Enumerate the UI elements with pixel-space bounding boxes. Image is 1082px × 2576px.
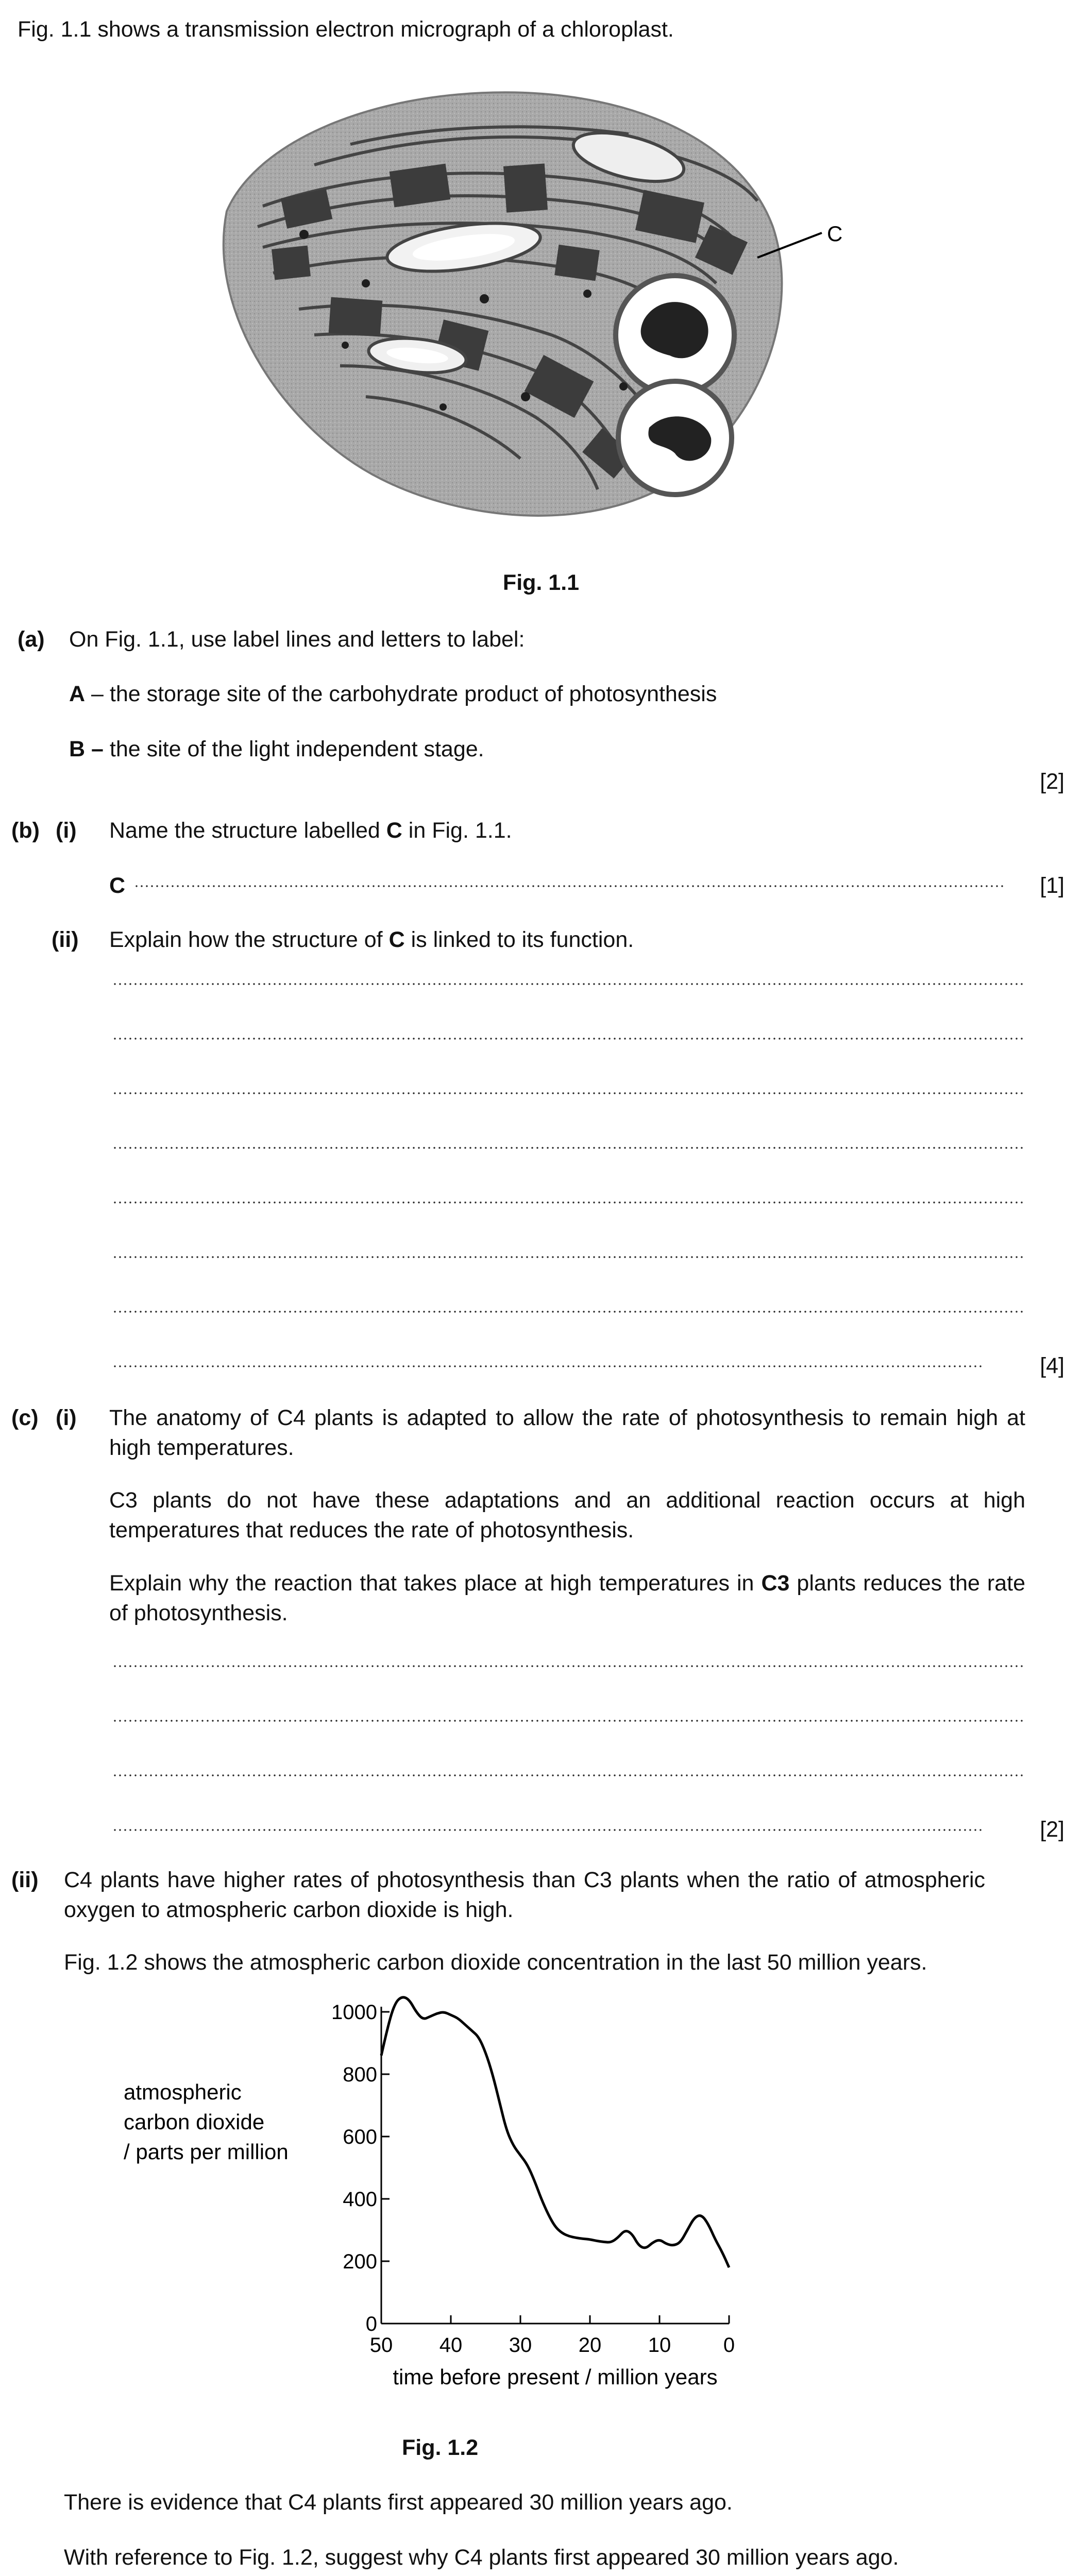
qb-ii-answer-line[interactable] [112,1256,1025,1258]
chloroplast-micrograph [196,77,876,531]
x-tick-label: 0 [723,2334,735,2357]
co2-chart [103,1989,773,2427]
qa-text: On Fig. 1.1, use label lines and letters to label: [69,627,525,652]
qc-i-number: (i) [56,1405,77,1430]
qc-i-para3: Explain why the reaction that takes place at high temperatures in C3 plants reduces the rate of photosynthesis. [109,1571,1025,1625]
x-tick-label: 30 [509,2334,532,2357]
qb-i-answer-letter: C [109,873,126,898]
qb-ii-text: Explain how the structure of C is linked to its function. [109,927,634,952]
qc-i-answer-line[interactable] [112,1665,1025,1667]
qc-ii-para4: With reference to Fig. 1.2, suggest why C4 plants first appeared 30 million years ago. [64,2545,899,2570]
qc-i-answer-line[interactable] [112,1774,1025,1776]
co2-series-line [381,1997,729,2267]
qc-ii-number: (ii) [11,1868,39,1892]
qb-ii-answer-line[interactable] [112,1365,983,1367]
qb-i-number: (i) [56,818,77,843]
qb-ii-answer-line[interactable] [112,1038,1025,1040]
x-tick-label: 10 [648,2334,671,2357]
x-tick-label: 50 [369,2334,393,2357]
qb-i-text: Name the structure labelled C in Fig. 1.1. [109,818,512,843]
fig1-caption: Fig. 1.1 [502,570,580,595]
qb-ii-answer-line[interactable] [112,1092,1025,1094]
qb-ii-answer-line[interactable] [112,1147,1025,1149]
fig2-caption: Fig. 1.2 [402,2435,479,2460]
qb-i-answer-line[interactable] [134,885,1005,887]
qb-ii-marks: [4] [1040,1353,1064,1378]
qc-ii-para3: There is evidence that C4 plants first appeared 30 million years ago. [64,2490,733,2515]
qc-ii-para2: Fig. 1.2 shows the atmospheric carbon dioxide concentration in the last 50 million years. [64,1950,927,1975]
y-tick-label: 200 [343,2250,377,2273]
intro-text: Fig. 1.1 shows a transmission electron micrograph of a chloroplast. [18,17,674,42]
qa-marks: [2] [1040,769,1064,794]
qb-number: (b) [11,818,40,843]
label-c: C [827,222,843,246]
qc-i-marks: [2] [1040,1817,1064,1842]
y-axis-label-line: / parts per million [124,2140,289,2164]
qb-i-marks: [1] [1040,873,1064,898]
qb-ii-answer-line[interactable] [112,1201,1025,1204]
qa-number: (a) [18,627,45,652]
y-axis-label-line: carbon dioxide [124,2110,265,2134]
y-axis-label-line: atmospheric [124,2080,242,2104]
y-tick-label: 1000 [331,2001,377,2024]
qc-i-answer-line[interactable] [112,1829,983,1831]
qc-ii-para1: C4 plants have higher rates of photosynthesis than C3 plants when the ratio of atmospheric oxygen to atmospheric carbon dioxide is high. [64,1868,985,1922]
y-tick-label: 0 [365,2313,377,2335]
y-tick-label: 600 [343,2126,377,2148]
x-axis-label: time before present / million years [393,2365,718,2389]
qb-ii-number: (ii) [52,927,79,952]
qc-i-para2: C3 plants do not have these adaptations and an additional reaction occurs at high temperatures that reduces the rate of photosynthesis. [109,1488,1025,1543]
qb-ii-answer-line[interactable] [112,1311,1025,1313]
qa-item-b: B – the site of the light independent stage. [69,737,484,761]
qc-i-para1: The anatomy of C4 plants is adapted to allow the rate of photosynthesis to remain high at high temperatures. [109,1405,1025,1460]
qb-ii-answer-line[interactable] [112,983,1025,985]
y-tick-label: 800 [343,2063,377,2086]
qc-i-answer-line[interactable] [112,1720,1025,1722]
y-axis-label [124,2080,289,2164]
x-tick-label: 40 [439,2334,463,2357]
qc-number: (c) [11,1405,39,1430]
qa-item-a: A – the storage site of the carbohydrate product of photosynthesis [69,682,717,706]
y-tick-label: 400 [343,2188,377,2211]
x-tick-label: 20 [578,2334,602,2357]
